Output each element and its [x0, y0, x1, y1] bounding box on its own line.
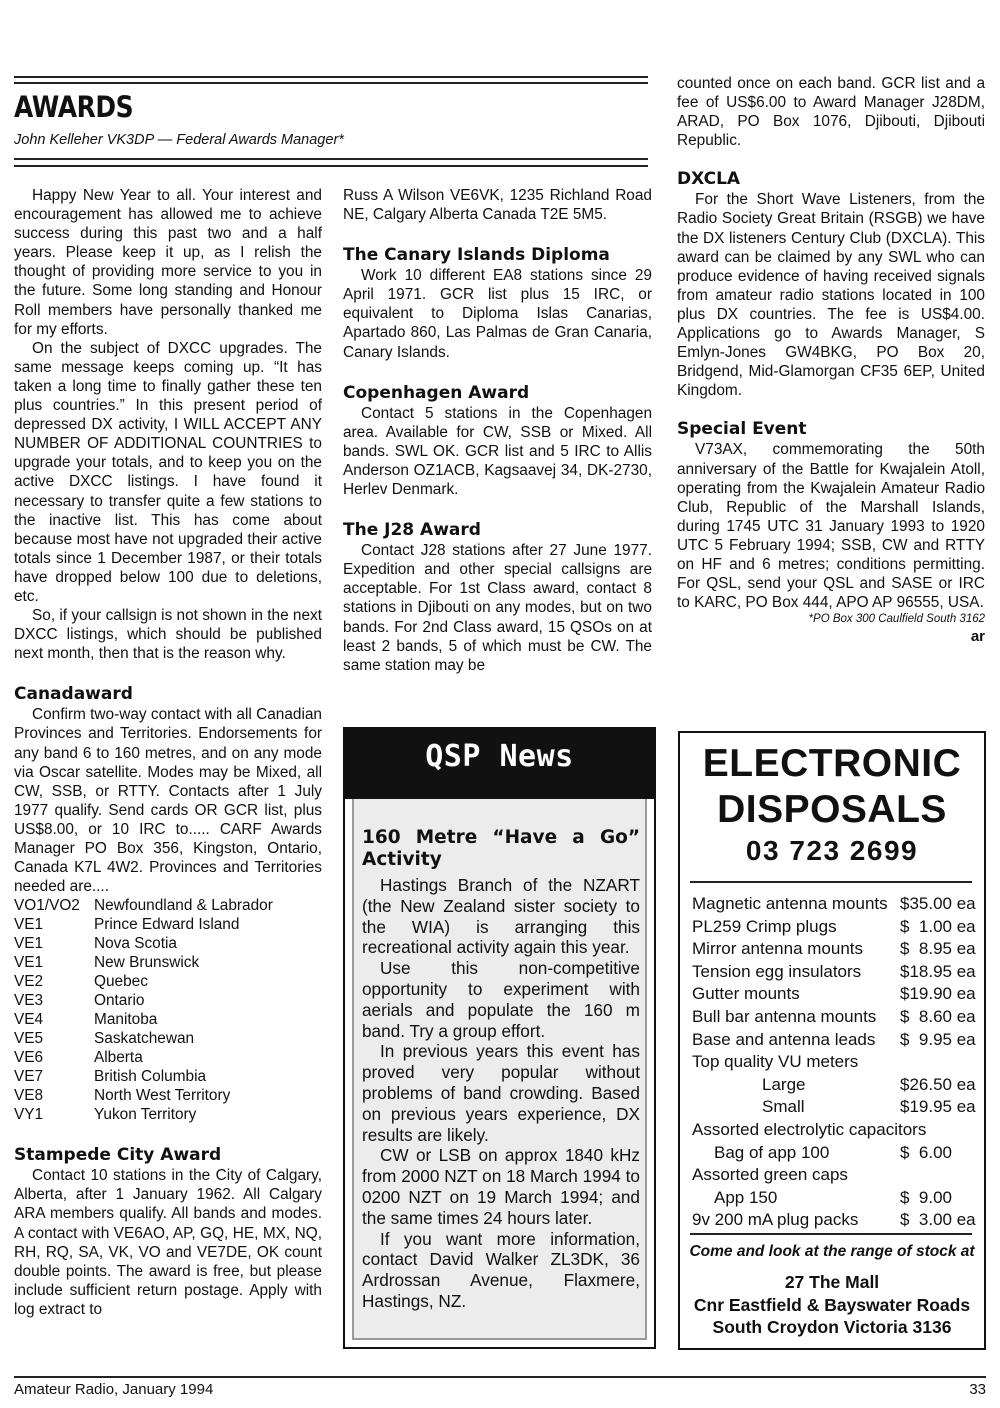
province-callsign: VE8: [14, 1087, 44, 1105]
province-row: [14, 991, 322, 1010]
ad-item: [692, 1006, 978, 1029]
qsp-news-body: [362, 827, 640, 1312]
province-callsign: VE6: [14, 1049, 44, 1067]
ad-item-label: Base and antenna leads: [692, 1029, 876, 1049]
ad-item-label: Tension egg insulators: [692, 961, 862, 981]
canadaward-text: Confirm two-way contact with all Canadian Provinces and Territories. Endorsements for any band 6 to 160 metres, and on any mode via Oscar satellite. Modes may be Mixed, all CW, SSB, or RTTY. Contacts after 1 July 1977 qualify. Send cards OR GCR list, plus US$8.00, or 10 IRC to..... CARF Awards Manager PO Box 356, Kingston, Ontario, Canada K7L 4W2. Provinces and Territories needed are....: [14, 706, 322, 896]
ad-item: [692, 1187, 978, 1210]
qsp-news-banner: [345, 729, 654, 799]
canadaward-heading: Canadaward: [14, 684, 133, 705]
ad-item-price: $ 9.00: [900, 1187, 952, 1207]
ad-item-price: [900, 1051, 978, 1074]
ad-item-label: Small: [762, 1097, 805, 1117]
ad-item-label: Magnetic antenna mounts: [692, 894, 888, 913]
ad-item-price: $ 8.95 ea: [900, 939, 976, 959]
stampede-address: Russ A Wilson VE6VK, 1235 Richland Road NE, Calgary Alberta Canada T2E 5M5.: [343, 187, 652, 224]
province-row: [14, 915, 322, 934]
ad-item-label: Assorted green caps: [692, 1165, 848, 1185]
ad-item: [692, 1142, 978, 1165]
intro-paragraph-3: So, if your callsign is not shown in the next DXCC listings, which should be published next month, then that is the reason why.: [14, 607, 323, 663]
province-row: [14, 1105, 322, 1124]
author-footnote: *PO Box 300 Caulfield South 3162: [808, 613, 985, 626]
province-callsign: VE1: [14, 935, 44, 953]
ad-divider-bottom: [690, 1233, 972, 1235]
province-callsign: VE5: [14, 1030, 44, 1048]
province-row: [14, 896, 322, 915]
province-row: [14, 934, 322, 953]
header-rule-bottom: [14, 158, 648, 160]
intro-paragraph-1: Happy New Year to all. Your interest and encouragement has allowed me to achieve success during this past two and a half years. Please keep it up, as I relish the thought of providing more service to you in the future. Some long standing and Honour Roll members have personally thanked me for my efforts.: [14, 187, 322, 338]
ad-item-price: [900, 1164, 978, 1187]
province-callsign: VE7: [14, 1068, 44, 1086]
dxcla-text: For the Short Wave Listeners, from the Radio Society Great Britain (RSGB) we have the DX listeners Century Club (DXCLA). This award can be claimed by any SWL who can produce evidence of having received signals from amateur radio stations located in 100 plus DX countries. The fee is US$4.00. Applications go to Awards Manager, S Emlyn-Jones GW4BKG, PO Box 20, Bridgend, Mid-Glamorgan CF35 6EP, United Kingdom.: [677, 191, 985, 400]
province-name: Saskatchewan: [94, 1030, 195, 1048]
ad-item: [692, 1209, 978, 1232]
ad-item: [692, 916, 978, 939]
ad-title-line-2: DISPOSALS: [717, 788, 947, 831]
ad-item-price: $26.50 ea: [900, 1074, 976, 1094]
column-3: [677, 74, 985, 646]
ad-item-price: $ 9.95 ea: [900, 1029, 976, 1049]
page-title: AWARDS: [14, 90, 134, 124]
qsp-paragraph-5: If you want more information, contact David Walker ZL3DK, 36 Ardrossan Avenue, Flaxmere, Hastings, NZ.: [362, 1228, 640, 1311]
canary-heading: The Canary Islands Diploma: [343, 245, 610, 266]
province-name: New Brunswick: [94, 954, 200, 972]
ad-item-label: App 150: [714, 1187, 778, 1207]
ad-item-label: Top quality VU meters: [692, 1052, 859, 1072]
copenhagen-text: Contact 5 stations in the Copenhagen area. Available for CW, SSB or Mixed. All bands. SWL OK. GCR list and 5 IRC to Allis Anderson OZ1ACB, Kagsaavej 34, DK-2730, Herlev Denmark.: [343, 404, 652, 499]
header-rule-bottom2: [14, 165, 648, 167]
province-name: Quebec: [94, 973, 148, 991]
province-callsign: VE4: [14, 1011, 44, 1029]
ad-item-price: $19.90 ea: [900, 984, 976, 1004]
ad-item: [692, 1029, 978, 1052]
ad-item: [692, 1074, 978, 1097]
province-name: Newfoundland & Labrador: [94, 897, 273, 915]
qsp-paragraph-1: Hastings Branch of the NZART (the New Zealand sister society to the WIA) is arranging this recreational activity again this year.: [362, 875, 640, 958]
canary-text: Work 10 different EA8 stations since 29 April 1971. GCR list plus 15 IRC, or equivalent to Diploma Islas Canarias, Apartado 860, Las Palmas de Gran Canaria, Canary Islands.: [343, 267, 652, 361]
province-name: Ontario: [94, 992, 145, 1010]
j28-text: Contact J28 stations after 27 June 1977. Expedition and other special callsigns are acceptable. For 1st Class award, contact 8 stations in Djibouti on any modes, but on two bands. For 2nd Class award, 15 QSOs on at least 2 bands, 5 of which must be CW. The same station may be: [343, 542, 652, 674]
ad-item: [692, 938, 978, 961]
ad-address-3: South Croydon Victoria 3136: [712, 1317, 952, 1337]
intro-paragraph-2: On the subject of DXCC upgrades. The same message keeps coming up. “It has taken a long time to finally gather these ten plus countries.” In this present period of depressed DX activity, I WILL ACCEPT ANY NUMBER OF ADDITIONAL COUNTRIES to upgrade your totals, and to keep you on the active DXCC listings. I have found it necessary to transfer quite a few stations to the inactive list. This has come about because most have not upgraded their active totals since 1 December 1987, or their totals have dropped below 100 due to deletions, etc.: [14, 339, 322, 605]
ad-item-label: Assorted electrolytic capacitors: [692, 1119, 927, 1139]
dxcla-heading: DXCLA: [677, 169, 741, 190]
special-event-heading: Special Event: [677, 419, 807, 440]
ad-item-label: Large: [762, 1074, 806, 1094]
j28-continued: counted once on each band. GCR list and a fee of US$6.00 to Award Manager J28DM, ARAD, PO Box 1076, Djibouti, Djibouti Republic.: [677, 75, 985, 150]
province-name: Manitoba: [94, 1011, 158, 1029]
ad-item: [692, 961, 978, 984]
column-1: [14, 186, 322, 1319]
ad-item-label: Bull bar antenna mounts: [692, 1006, 877, 1026]
province-name: Alberta: [94, 1049, 143, 1067]
province-name: British Columbia: [94, 1068, 207, 1086]
byline: John Kelleher VK3DP — Federal Awards Manager*: [14, 132, 344, 148]
ad-footer: [680, 1243, 984, 1339]
qsp-news-title: QSP News: [425, 739, 574, 774]
ad-item: [692, 1164, 978, 1187]
provinces-table: [14, 896, 322, 1124]
province-row: [14, 972, 322, 991]
province-row: [14, 1067, 322, 1086]
ad-tagline: Come and look at the range of stock at: [689, 1243, 975, 1260]
ad-item-price: $ 3.00 ea: [900, 1210, 976, 1230]
ad-item: [692, 1096, 978, 1119]
footer-rule: [14, 1376, 986, 1378]
province-callsign: VE1: [14, 916, 44, 934]
electronic-disposals-ad: [678, 731, 986, 1350]
province-callsign: VE3: [14, 992, 44, 1010]
ad-item-label: Gutter mounts: [692, 984, 800, 1004]
qsp-paragraph-3: In previous years this event has proved very popular without problems of band crowding. Based on previous years experience, DX results are likely.: [362, 1041, 640, 1145]
ad-item: [692, 893, 978, 916]
stampede-text: Contact 10 stations in the City of Calgary, Alberta, after 1 January 1962. All Calgary ARA members qualify. All bands and modes. A contact with VE6AO, AP, GQ, HE, MX, NQ, RH, RQ, SA, VK, VO and VE7DE, OK count double points. The award is free, but please include sufficient return postage. Apply with log extract to: [14, 1167, 322, 1318]
province-callsign: VO1/VO2: [14, 897, 80, 915]
ad-item-price: $19.95 ea: [900, 1097, 976, 1117]
copenhagen-heading: Copenhagen Award: [343, 382, 530, 403]
ad-item: [692, 1051, 978, 1074]
ad-title: [680, 741, 984, 833]
column-2: [343, 186, 652, 675]
province-name: North West Territory: [94, 1087, 231, 1105]
province-row: [14, 1048, 322, 1067]
province-callsign: VY1: [14, 1106, 44, 1124]
ad-address-2: Cnr Eastfield & Bayswater Roads: [693, 1294, 971, 1315]
ad-item: [692, 983, 978, 1006]
stampede-heading: Stampede City Award: [14, 1145, 222, 1166]
province-name: Prince Edward Island: [94, 916, 240, 934]
qsp-paragraph-4: CW or LSB on approx 1840 kHz from 2000 NZT on 18 March 1994 to 0200 NZT on 19 March 1994; and the same times 24 hours later.: [362, 1145, 640, 1228]
ad-item-label: 9v 200 mA plug packs: [692, 1210, 859, 1230]
province-name: Nova Scotia: [94, 935, 177, 953]
header-rule-top2: [14, 82, 648, 84]
ad-item-price: $35.00 ea: [900, 894, 976, 913]
qsp-news-box: [343, 727, 656, 1349]
special-event-text: V73AX, commemorating the 50th anniversary of the Battle for Kwajalein Atoll, operating from the Kwajalein Amateur Radio Club, Republic of the Marshall Islands, during 1745 UTC 31 January 1993 to 1920 UTC 5 February 1994; SSB, CW and RTTY on HF and 6 metres; conditions permitting. For QSL, send your QSL and SASE or IRC to KARC, PO Box 444, APO AP 96555, USA.: [677, 441, 985, 612]
ad-phone: 03 723 2699: [745, 835, 919, 866]
ad-item-label: PL259 Crimp plugs: [692, 916, 837, 936]
ad-item-price: $ 1.00 ea: [900, 916, 976, 936]
qsp-paragraph-2: Use this non-competitive opportunity to experiment with aerials and populate the 160 m band. Try a group effort.: [362, 958, 640, 1041]
ad-divider-top: [690, 881, 972, 883]
province-row: [14, 1010, 322, 1029]
ad-item-label: Mirror antenna mounts: [692, 939, 864, 959]
intro-section: [14, 186, 322, 663]
qsp-news-heading: 160 Metre “Have a Go” Activity: [362, 827, 640, 870]
page-number: 33: [969, 1381, 986, 1398]
ad-item-label: Bag of app 100: [714, 1142, 830, 1162]
province-row: [14, 1086, 322, 1105]
province-name: Yukon Territory: [94, 1106, 197, 1124]
ad-item-price: $ 6.00: [900, 1142, 952, 1162]
j28-heading: The J28 Award: [343, 520, 481, 541]
qsp-news-panel: [352, 799, 647, 1340]
province-callsign: VE1: [14, 954, 44, 972]
province-callsign: VE2: [14, 973, 44, 991]
signoff: ar: [970, 628, 985, 646]
ad-title-line-1: ELECTRONIC: [702, 742, 962, 785]
province-row: [14, 953, 322, 972]
ad-item-price: $18.95 ea: [900, 961, 976, 981]
ad-item-price: [926, 1119, 1000, 1142]
ad-address-1: 27 The Mall: [784, 1272, 880, 1292]
footer-publication: Amateur Radio, January 1994: [14, 1381, 214, 1398]
province-row: [14, 1029, 322, 1048]
ad-item-price: $ 8.60 ea: [900, 1006, 976, 1026]
ad-item: [692, 1119, 978, 1142]
ad-price-list: [692, 893, 978, 1232]
header-rule-top: [14, 76, 648, 78]
